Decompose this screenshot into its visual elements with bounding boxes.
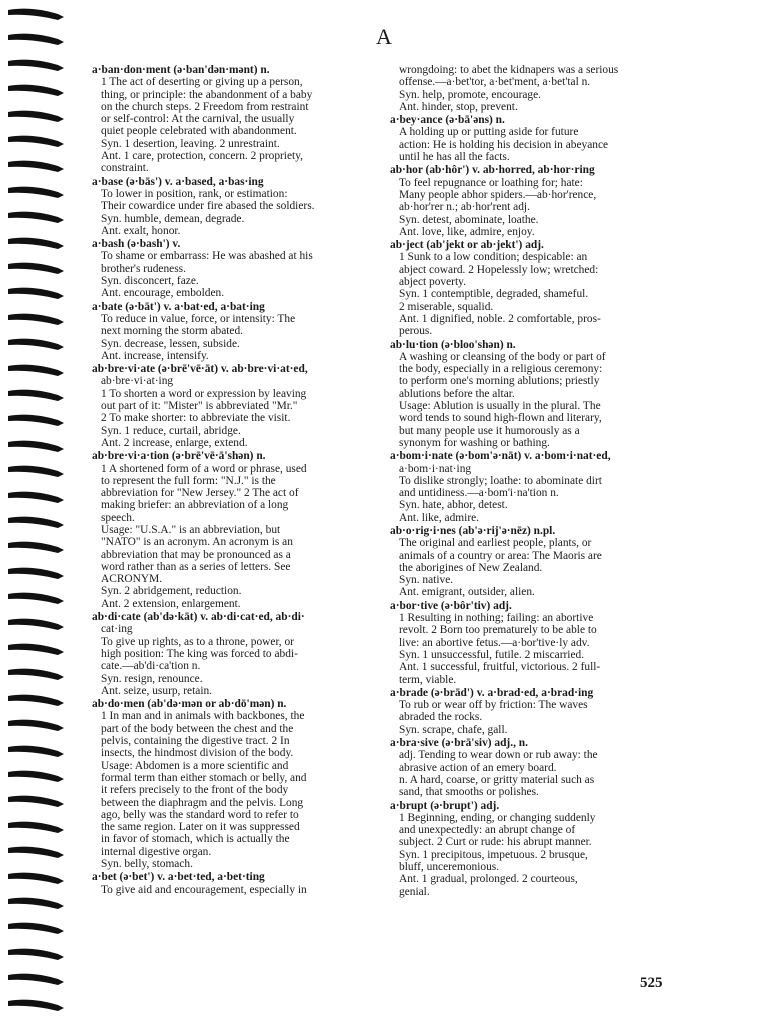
- entry-line: n. A hard, coarse, or gritty material such as: [399, 773, 595, 786]
- entry-line: subject. 2 Curt or rude: his abrupt manner.: [399, 836, 592, 849]
- entry-headword: a·brupt (ə·brupt') adj.: [390, 799, 500, 812]
- entry-line: Ant. like, admire.: [399, 511, 480, 524]
- entry-line: in favor of stomach, which is actually the: [101, 833, 290, 846]
- entry-line: Their cowardice under fire abased the soldiers.: [101, 200, 315, 213]
- left-column: [92, 64, 377, 897]
- entry-headword: a·bom·i·nate (ə·bom'ə·nāt) v. a·bom·i·nat·ed,: [390, 450, 611, 463]
- entry-headword: a·bash (ə·bash') v.: [92, 238, 181, 251]
- entry-headword: ab·di·cate (ab'də·kāt) v. ab·di·cat·ed, ab·di·: [92, 611, 305, 624]
- spiral-coil-icon: [6, 207, 68, 227]
- entry-line: Ant. 2 increase, enlarge, extend.: [101, 436, 248, 449]
- dictionary-entry: [92, 238, 377, 299]
- spiral-coil-icon: [6, 893, 68, 913]
- entry-line: perous.: [399, 325, 433, 338]
- spiral-coil-icon: [6, 410, 68, 430]
- spiral-coil-icon: [6, 639, 68, 659]
- dictionary-entry: [390, 114, 670, 163]
- spiral-coil-icon: [6, 817, 68, 837]
- spiral-coil-icon: [6, 944, 68, 964]
- entry-line: thing, or principle: the abandonment of a baby: [101, 88, 313, 101]
- entry-line: A washing or cleansing of the body or part of: [399, 350, 606, 363]
- entry-line: Syn. help, promote, encourage.: [399, 88, 542, 101]
- spiral-coil-icon: [6, 360, 68, 380]
- spiral-coil-icon: [6, 80, 68, 100]
- entry-headword: a·bor·tive (ə·bôr'tiv) adj.: [390, 599, 512, 612]
- entry-line: ago, belly was the standard word to refer to: [101, 808, 299, 821]
- entry-line: To shame or embarrass: He was abashed at his: [101, 250, 313, 263]
- dictionary-entry: [92, 611, 377, 697]
- entry-line: and untidiness.—a·bom'i·na'tion n.: [399, 487, 559, 500]
- entry-line: Syn. 2 abridgement, reduction.: [101, 585, 242, 598]
- entry-line: Usage: Abdomen is a more scientific and: [101, 759, 289, 772]
- entry-line: Ant. 1 successful, fruitful, victorious. 2 full-: [399, 661, 601, 674]
- dictionary-entry: [390, 737, 670, 798]
- dictionary-entry: [390, 64, 670, 113]
- entry-headword: a·bate (ə·bāt') v. a·bat·ed, a·bat·ing: [92, 300, 265, 313]
- entry-line: 1 In man and in animals with backbones, the: [101, 710, 305, 723]
- entry-line: abject poverty.: [399, 276, 466, 289]
- entry-line: word tends to sound high-flown and literary,: [399, 412, 602, 425]
- entry-line: Syn. humble, demean, degrade.: [101, 212, 245, 225]
- entry-line: Ant. seize, usurp, retain.: [101, 684, 213, 697]
- entry-line: genial.: [399, 885, 430, 898]
- entry-line: 2 miserable, squalid.: [399, 300, 494, 313]
- entry-line: Syn. belly, stomach.: [101, 858, 193, 870]
- entry-line: synonym for washing or bathing.: [399, 436, 550, 449]
- entry-line: Ant. increase, intensify.: [101, 349, 209, 362]
- entry-line: ablutions before the altar.: [399, 387, 515, 400]
- spiral-coil-icon: [6, 334, 68, 354]
- entry-line: abrasive action of an emery board.: [399, 761, 557, 774]
- entry-line: To lower in position, rank, or estimation:: [101, 187, 288, 200]
- spiral-coil-icon: [6, 918, 68, 938]
- entry-line: abject coward. 2 Hopelessly low; wretched:: [399, 263, 599, 276]
- entry-line: bluff, unceremonious.: [399, 861, 500, 873]
- entry-line: Syn. 1 reduce, curtail, abridge.: [101, 424, 241, 437]
- spiral-coil-icon: [6, 385, 68, 405]
- entry-line: To dislike strongly; loathe: to abominate dirt: [399, 474, 602, 487]
- dictionary-entry: [390, 525, 670, 599]
- spiral-coil-icon: [6, 791, 68, 811]
- entry-line: To reduce in value, force, or intensity: The: [101, 312, 296, 325]
- dictionary-entry: [390, 239, 670, 337]
- entry-line: cate.—ab'di·ca'tion n.: [101, 660, 201, 673]
- dictionary-entry: [92, 450, 377, 610]
- dictionary-entry: [390, 450, 670, 524]
- dictionary-entry: [92, 698, 377, 870]
- spiral-coil-icon: [6, 766, 68, 786]
- entry-line: 1 A shortened form of a word or phrase, used: [101, 462, 307, 475]
- entry-line: to perform one's morning ablutions; priestly: [399, 375, 600, 388]
- right-column: [390, 64, 670, 899]
- spiral-coil-icon: [6, 512, 68, 532]
- entry-headword: ab·o·rig·i·nes (ab'ə·rij'ə·nēz) n.pl.: [390, 524, 556, 537]
- entry-line: word rather than as a series of letters. See: [101, 560, 291, 573]
- entry-line: Ant. love, like, admire, enjoy.: [399, 225, 535, 238]
- entry-line: "NATO" is an acronym. An acronym is an: [101, 536, 293, 549]
- spiral-coil-icon: [6, 842, 68, 862]
- spiral-coil-icon: [6, 995, 68, 1015]
- dictionary-entry: [390, 164, 670, 238]
- entry-line: To give aid and encouragement, especially in: [101, 883, 307, 896]
- entry-line: the aborigines of New Zealand.: [399, 561, 543, 574]
- entry-headword: ab·hor (ab·hôr') v. ab·horred, ab·hor·ring: [390, 164, 595, 177]
- entry-line: To feel repugnance or loathing for; hate:: [399, 176, 583, 189]
- dictionary-entry: [92, 176, 377, 237]
- entry-line: abraded the rocks.: [399, 711, 483, 724]
- entry-line: the same region. Later on it was suppressed: [101, 821, 300, 834]
- spiral-coil-icon: [6, 461, 68, 481]
- entry-line: adj. Tending to wear down or rub away: the: [399, 749, 598, 762]
- entry-headword: ab·bre·vi·ate (ə·brē'vē·āt) v. ab·bre·vi·at·ed,: [92, 363, 308, 376]
- entry-line: 1 Resulting in nothing; failing: an abortive: [399, 612, 594, 625]
- entry-line: the body, especially in a religious ceremony:: [399, 363, 603, 376]
- entry-line: and unexpectedly: an abrupt change of: [399, 824, 576, 837]
- entry-line: To give up rights, as to a throne, power, or: [101, 635, 294, 648]
- entry-line: high position: The king was forced to abdi-: [101, 647, 298, 660]
- entry-line: animals of a country or area: The Maoris are: [399, 549, 602, 562]
- spiral-binding: [0, 0, 80, 1024]
- entry-line: on the church steps. 2 Freedom from restraint: [101, 100, 309, 113]
- entry-line: Ant. exalt, honor.: [101, 224, 181, 237]
- entry-line: sand, that smooths or polishes.: [399, 786, 539, 799]
- spiral-coil-icon: [6, 664, 68, 684]
- spiral-coil-icon: [6, 868, 68, 888]
- entry-line: Ant. 1 care, protection, concern. 2 propriety,: [101, 150, 303, 163]
- entry-line: abbreviation that may be pronounced as a: [101, 548, 291, 561]
- entry-line: 1 Sunk to a low condition; despicable: an: [399, 251, 588, 264]
- entry-line: Ant. hinder, stop, prevent.: [399, 100, 518, 113]
- entry-line: Ant. 1 dignified, noble. 2 comfortable, pros-: [399, 312, 601, 325]
- spiral-coil-icon: [6, 182, 68, 202]
- entry-line: Usage: Ablution is usually in the plural. The: [399, 400, 601, 413]
- entry-line: term, viable.: [399, 673, 457, 686]
- page-letter: A: [376, 24, 392, 49]
- entry-line: Syn. scrape, chafe, gall.: [399, 723, 508, 736]
- entry-headword: a·bey·ance (ə·bā'əns) n.: [390, 114, 505, 127]
- entry-line: to represent the full form: "N.J." is the: [101, 474, 276, 487]
- dictionary-entry: [390, 339, 670, 450]
- entry-line: Syn. 1 desertion, leaving. 2 unrestraint.: [101, 137, 280, 150]
- entry-line: Ant. 2 extension, enlargement.: [101, 597, 241, 610]
- entry-line: Syn. decrease, lessen, subside.: [101, 337, 240, 350]
- entry-line: Syn. hate, abhor, detest.: [399, 499, 508, 512]
- entry-line: 2 To make shorter: to abbreviate the visit.: [101, 412, 291, 425]
- entry-line: Syn. disconcert, faze.: [101, 275, 199, 288]
- entry-line: Syn. resign, renounce.: [101, 672, 203, 685]
- entry-line: A holding up or putting aside for future: [399, 126, 579, 139]
- entry-line: quiet people celebrated with abandonment.: [101, 125, 297, 138]
- entry-headword: a·base (ə·bās') v. a·based, a·bas·ing: [92, 175, 264, 188]
- spiral-coil-icon: [6, 741, 68, 761]
- spiral-coil-icon: [6, 106, 68, 126]
- entry-line: 1 The act of deserting or giving up a person,: [101, 76, 303, 89]
- entry-line: 1 To shorten a word or expression by leaving: [101, 387, 307, 400]
- spiral-coil-icon: [6, 309, 68, 329]
- entry-line: revolt. 2 Born too prematurely to be able to: [399, 624, 597, 637]
- spiral-coil-icon: [6, 690, 68, 710]
- spiral-coil-icon: [6, 969, 68, 989]
- entry-line: internal digestive organ.: [101, 845, 212, 858]
- dictionary-entry: [92, 64, 377, 175]
- entry-line: Many people abhor spiders.—ab·hor'rence,: [399, 188, 597, 201]
- entry-line: ab·hor'rer n.; ab·hor'rent adj.: [399, 201, 530, 214]
- dictionary-entry: [390, 687, 670, 736]
- entry-line: Syn. 1 precipitous, impetuous. 2 brusque,: [399, 848, 588, 861]
- entry-line: part of the body between the chest and the: [101, 722, 294, 735]
- entry-line: Syn. native.: [399, 574, 454, 587]
- dictionary-entry: [390, 600, 670, 686]
- entry-line: constraint.: [101, 162, 149, 175]
- spiral-coil-icon: [6, 4, 68, 24]
- spiral-coil-icon: [6, 131, 68, 151]
- entry-line: cat·ing: [101, 623, 133, 636]
- entry-headword: ab·do·men (ab'də·mən or ab·dō'mən) n.: [92, 698, 287, 711]
- entry-line: until he has all the facts.: [399, 151, 510, 164]
- spiral-coil-icon: [6, 563, 68, 583]
- entry-line: Ant. encourage, embolden.: [101, 287, 225, 300]
- entry-line: Ant. emigrant, outsider, alien.: [399, 586, 535, 599]
- entry-line: speech.: [101, 511, 135, 524]
- dictionary-entry: [92, 301, 377, 362]
- entry-line: wrongdoing: to abet the kidnapers was a serious: [399, 64, 619, 76]
- spiral-coil-icon: [6, 715, 68, 735]
- entry-line: next morning the storm abated.: [101, 325, 244, 338]
- entry-headword: a·brade (ə·brād') v. a·brad·ed, a·brad·ing: [390, 686, 594, 699]
- entry-line: To rub or wear off by friction: The waves: [399, 699, 588, 712]
- entry-line: ACRONYM.: [101, 573, 163, 586]
- entry-headword: ab·lu·tion (ə·bloo'shən) n.: [390, 338, 516, 351]
- entry-headword: ab·ject (ab'jekt or ab·jekt') adj.: [390, 239, 544, 252]
- dictionary-entry: [390, 800, 670, 898]
- entry-line: out part of it: "Mister" is abbreviated "Mr.": [101, 400, 298, 413]
- dictionary-entry: [92, 871, 377, 896]
- entry-line: brother's rudeness.: [101, 262, 186, 275]
- spiral-coil-icon: [6, 537, 68, 557]
- entry-line: it refers precisely to the front of the body: [101, 784, 289, 797]
- spiral-coil-icon: [6, 233, 68, 253]
- entry-line: ab·bre·vi·at·ing: [101, 375, 174, 388]
- entry-headword: a·ban·don·ment (ə·ban'dən·mənt) n.: [92, 64, 270, 76]
- spiral-coil-icon: [6, 283, 68, 303]
- entry-line: making briefer: an abbreviation of a long: [101, 499, 289, 512]
- spiral-coil-icon: [6, 55, 68, 75]
- entry-headword: a·bet (ə·bet') v. a·bet·ted, a·bet·ting: [92, 871, 265, 884]
- entry-line: action: He is holding his decision in abeyance: [399, 138, 609, 151]
- page-number: 525: [640, 975, 663, 991]
- entry-line: 1 Beginning, ending, or changing suddenly: [399, 811, 596, 824]
- entry-line: pelvis, containing the digestive tract. 2 In: [101, 735, 290, 748]
- entry-line: Syn. 1 contemptible, degraded, shameful.: [399, 288, 589, 301]
- entry-headword: a·bra·sive (ə·brā'siv) adj., n.: [390, 737, 528, 750]
- entry-line: but many people use it humorously as a: [399, 424, 580, 437]
- entry-line: live: an abortive fetus.—a·bor'tive·ly adv.: [399, 636, 590, 649]
- entry-line: or self-control: At the carnival, the usually: [101, 113, 295, 126]
- entry-line: between the diaphragm and the pelvis. Long: [101, 796, 304, 809]
- entry-line: insects, the hindmost division of the body.: [101, 747, 294, 760]
- spiral-coil-icon: [6, 487, 68, 507]
- entry-line: abbreviation for "New Jersey." 2 The act of: [101, 487, 299, 500]
- entry-line: formal term than either stomach or belly, and: [101, 771, 307, 784]
- spiral-coil-icon: [6, 614, 68, 634]
- entry-line: Usage: "U.S.A." is an abbreviation, but: [101, 523, 281, 536]
- entry-line: offense.—a·bet'tor, a·bet'ment, a·bet'tal n.: [399, 76, 591, 89]
- entry-line: The original and earliest people, plants, or: [399, 537, 592, 550]
- entry-line: a·bom·i·nat·ing: [399, 462, 472, 475]
- entry-line: Syn. 1 unsuccessful, futile. 2 miscarried.: [399, 648, 585, 661]
- spiral-coil-icon: [6, 258, 68, 278]
- spiral-coil-icon: [6, 156, 68, 176]
- dictionary-entry: [92, 363, 377, 449]
- entry-line: Syn. detest, abominate, loathe.: [399, 213, 539, 226]
- entry-headword: ab·bre·vi·a·tion (ə·brē'vē·ā'shən) n.: [92, 450, 266, 463]
- entry-line: Ant. 1 gradual, prolonged. 2 courteous,: [399, 873, 578, 886]
- spiral-coil-icon: [6, 436, 68, 456]
- spiral-coil-icon: [6, 588, 68, 608]
